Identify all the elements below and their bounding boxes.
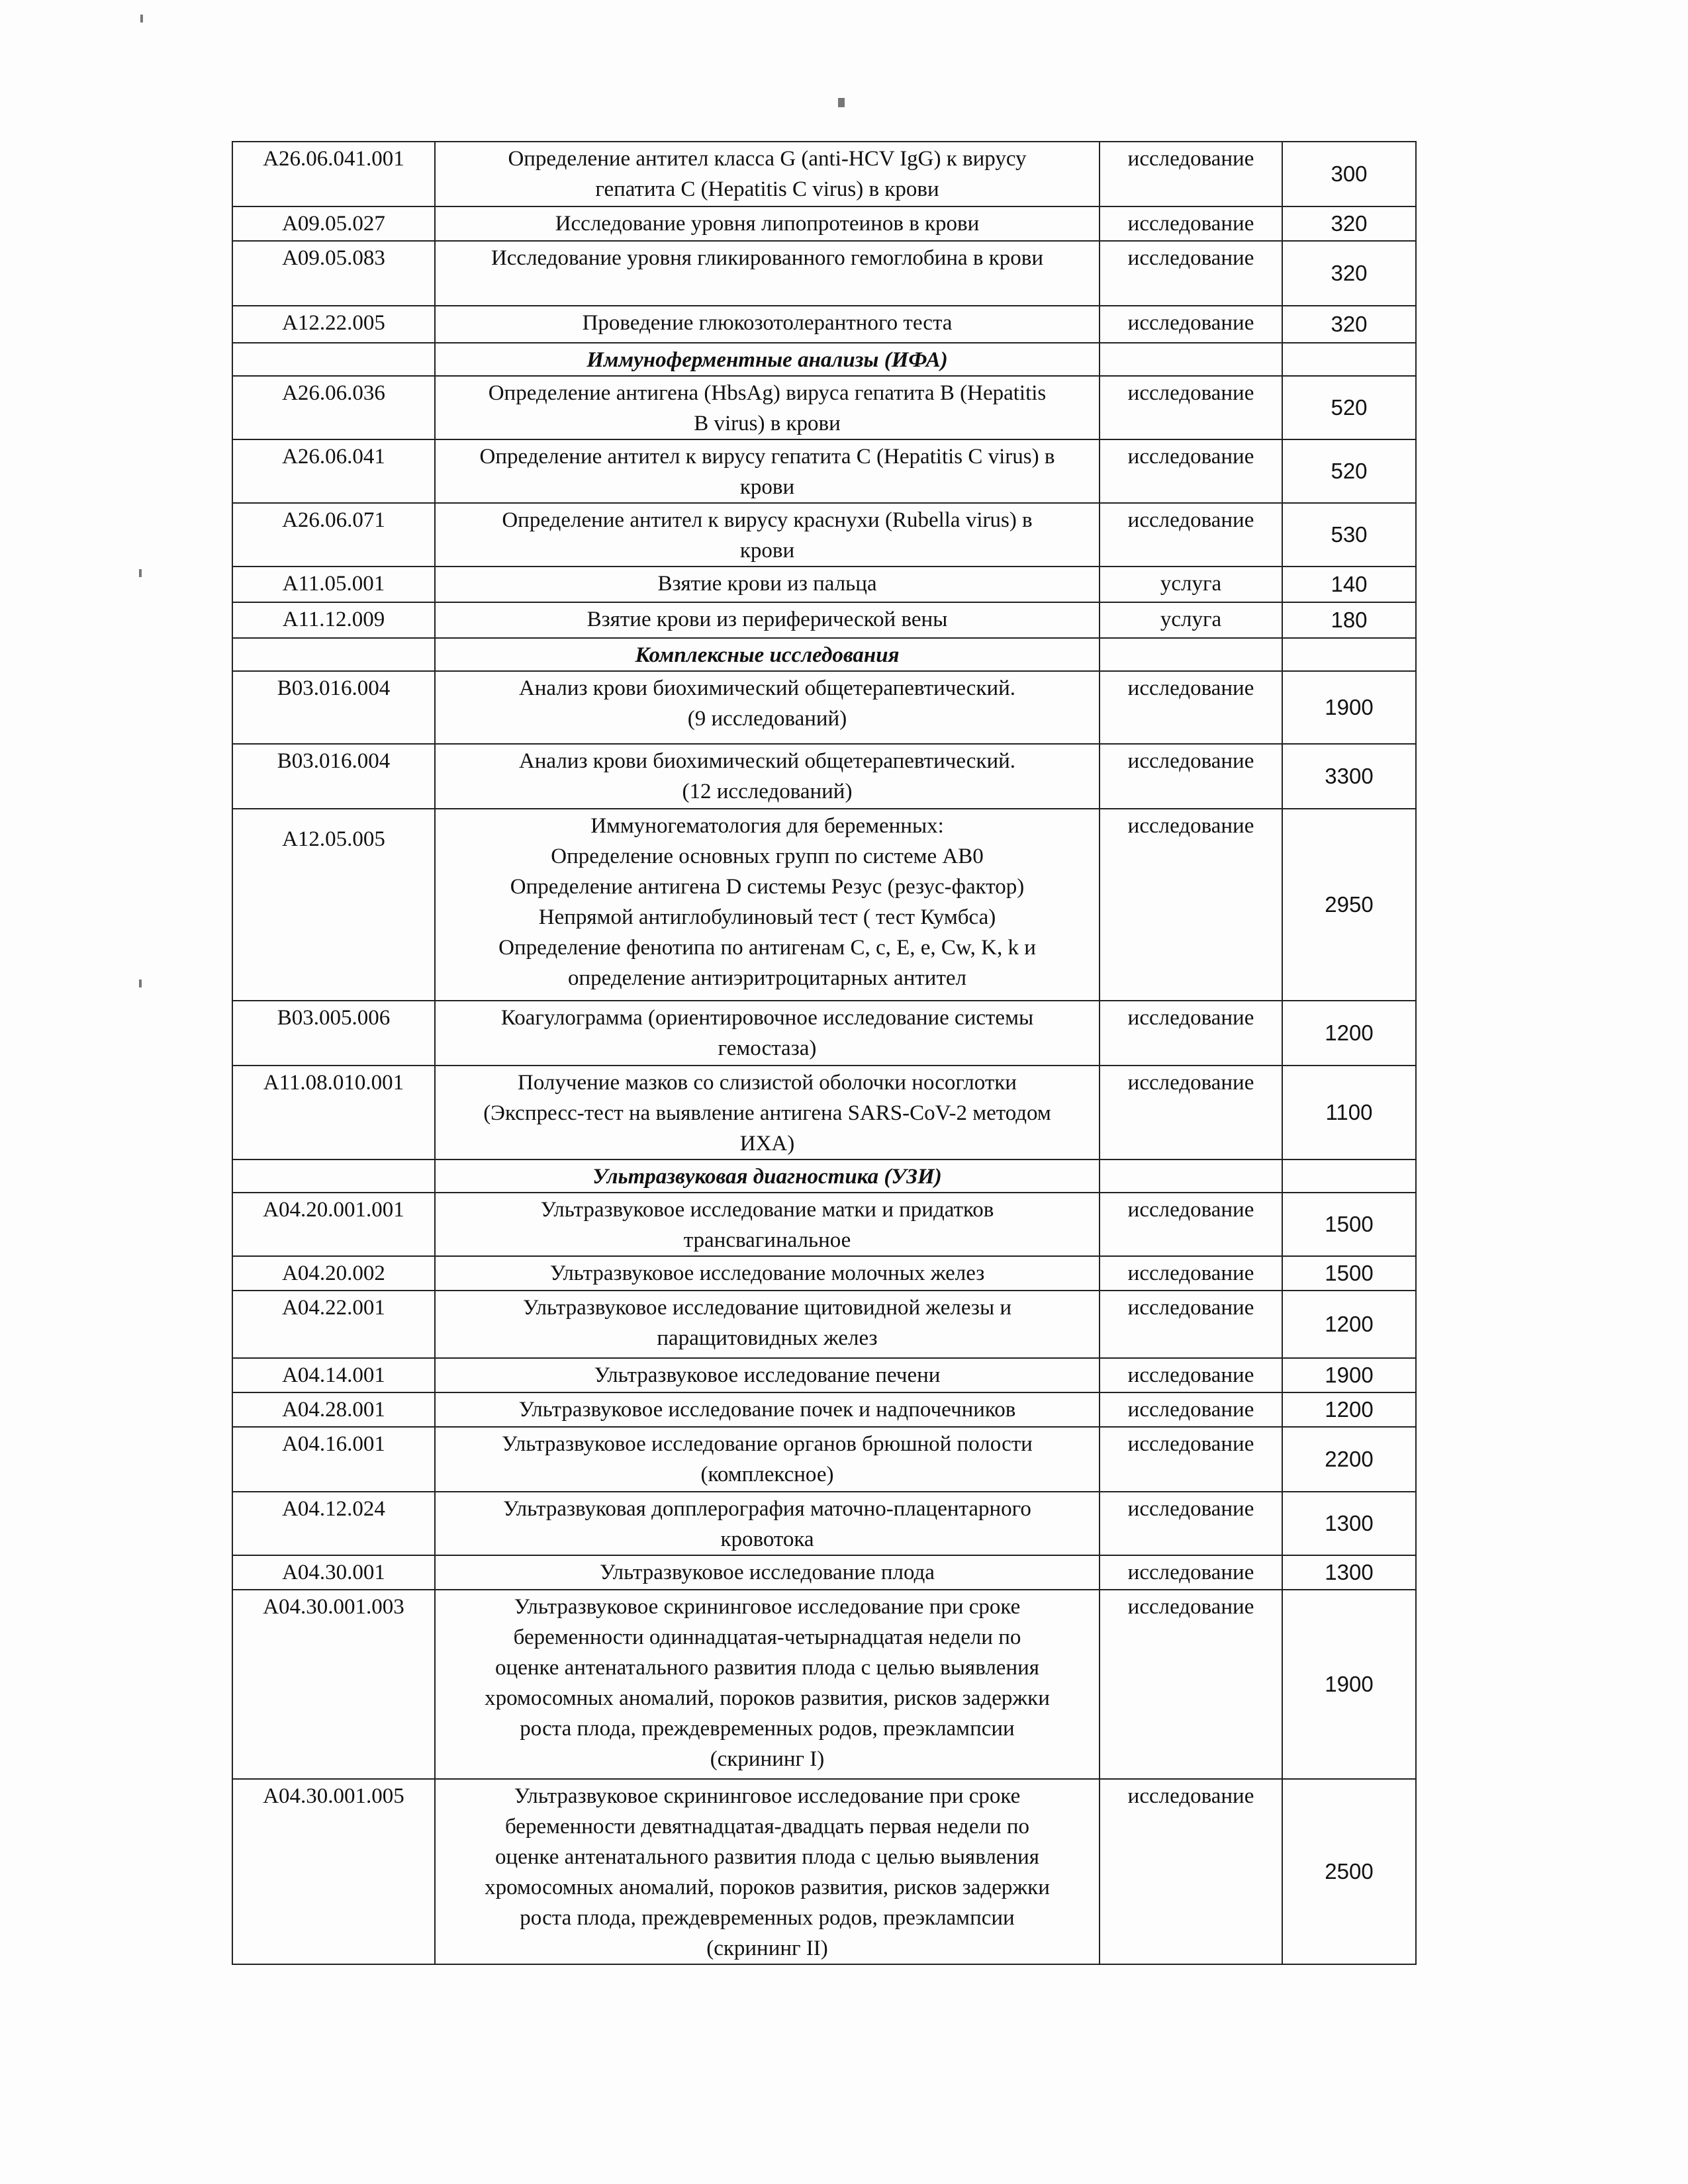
- service-name: Ультразвуковое исследование молочных желез: [549, 1261, 985, 1285]
- section-empty-cell: [1100, 1160, 1282, 1193]
- service-name: Ультразвуковое скрининговое исследование при сроке беременности одиннадцатая-четырнадцатая недели по оценке антенатального развития плода с целью выявления хромосомных аномалий, пороков развития, рисков задержки роста плода, преждевременных родов, преэклампсии (скрининг I): [485, 1595, 1050, 1771]
- service-code: A04.20.001.001: [263, 1198, 404, 1222]
- service-code-cell: [232, 1392, 435, 1427]
- price: 1300: [1282, 1555, 1416, 1590]
- service-name: Определение антигена (HbsAg) вируса гепатита B (Hepatitis B virus) в крови: [488, 381, 1047, 435]
- unit: услуга: [1100, 567, 1282, 602]
- service-code: B03.016.004: [277, 676, 391, 700]
- service-name: Получение мазков со слизистой оболочки носоглотки (Экспресс-тест на выявление антигена SARS-CoV-2 методом ИХА): [483, 1071, 1051, 1156]
- table-row: [232, 671, 1416, 744]
- service-name-cell: [435, 602, 1100, 638]
- service-name-cell: [435, 1256, 1100, 1291]
- unit: исследование: [1100, 671, 1282, 744]
- service-code-cell: [232, 1427, 435, 1492]
- section-empty-cell: [1282, 1160, 1416, 1193]
- unit: исследование: [1100, 1256, 1282, 1291]
- section-empty-cell: [232, 343, 435, 376]
- service-code-cell: [232, 671, 435, 744]
- service-code-cell: [232, 744, 435, 809]
- service-name-cell: [435, 1193, 1100, 1256]
- section-title: Комплексные исследования: [435, 638, 1100, 671]
- table-row: [232, 809, 1416, 1001]
- service-name: Взятие крови из периферической вены: [586, 608, 948, 631]
- service-code: A04.28.001: [282, 1398, 385, 1422]
- unit: исследование: [1100, 306, 1282, 343]
- service-code: A04.30.001.003: [263, 1595, 404, 1619]
- service-name-cell: [435, 1358, 1100, 1392]
- service-name: Коагулограмма (ориентировочное исследование системы гемостаза): [500, 1006, 1034, 1060]
- price: 1900: [1282, 1358, 1416, 1392]
- service-name: Взятие крови из пальца: [657, 572, 877, 596]
- service-name-cell: [435, 809, 1100, 1001]
- table-row: [232, 1001, 1416, 1066]
- section-header-row: [232, 1160, 1416, 1193]
- unit: исследование: [1100, 1427, 1282, 1492]
- unit: исследование: [1100, 1492, 1282, 1555]
- service-name-cell: [435, 1001, 1100, 1066]
- service-name: Ультразвуковое исследование печени: [594, 1363, 941, 1387]
- unit: исследование: [1100, 503, 1282, 567]
- service-code-cell: [232, 1001, 435, 1066]
- table-row: [232, 1492, 1416, 1555]
- unit: исследование: [1100, 1291, 1282, 1358]
- service-code: B03.005.006: [277, 1006, 391, 1030]
- price: 2200: [1282, 1427, 1416, 1492]
- service-name-cell: [435, 1779, 1100, 1964]
- unit: исследование: [1100, 1358, 1282, 1392]
- unit: исследование: [1100, 1590, 1282, 1779]
- service-code: A11.12.009: [282, 608, 385, 631]
- scan-mark: [139, 979, 142, 987]
- service-code-cell: [232, 1066, 435, 1160]
- table-row: [232, 1555, 1416, 1590]
- table-row: [232, 1392, 1416, 1427]
- service-code-cell: [232, 1779, 435, 1964]
- price: 520: [1282, 439, 1416, 503]
- service-code-cell: [232, 142, 435, 206]
- service-code: A12.05.005: [282, 827, 385, 851]
- service-code-cell: [232, 439, 435, 503]
- table-row: [232, 1193, 1416, 1256]
- service-code-cell: [232, 1358, 435, 1392]
- unit: исследование: [1100, 744, 1282, 809]
- service-name-cell: [435, 671, 1100, 744]
- service-code: B03.016.004: [277, 749, 391, 773]
- price: 3300: [1282, 744, 1416, 809]
- service-name: Анализ крови биохимический общетерапевтический. (9 исследований): [518, 676, 1016, 731]
- service-name: Ультразвуковое исследование плода: [600, 1561, 935, 1584]
- service-code-cell: [232, 1193, 435, 1256]
- service-name: Ультразвуковое скрининговое исследование при сроке беременности девятнадцатая-двадцать первая недели по оценке антенатального развития плода с целью выявления хромосомных аномалий, пороков развития, рисков задержки роста плода, преждевременных родов, преэклампсии (скрининг II): [485, 1784, 1050, 1960]
- service-name-cell: [435, 306, 1100, 343]
- price: 1500: [1282, 1256, 1416, 1291]
- unit: исследование: [1100, 1555, 1282, 1590]
- service-code: A12.22.005: [282, 311, 385, 335]
- service-name: Иммуногематология для беременных: Определение основных групп по системе AB0 Определение антигена D системы Резус (резус-фактор) Непрямой антиглобулиновый тест ( тест Кумбса) Определение фенотипа по антигенам C, c, E, e, Cw, K, k и определение антиэритроцитарных антител: [498, 814, 1036, 990]
- service-code-cell: [232, 306, 435, 343]
- table-row: [232, 241, 1416, 306]
- price: 320: [1282, 206, 1416, 241]
- service-code: A09.05.083: [282, 246, 385, 270]
- table-row: [232, 142, 1416, 206]
- section-empty-cell: [1100, 638, 1282, 671]
- price: 1200: [1282, 1392, 1416, 1427]
- service-name: Определение антител к вирусу краснухи (Rubella virus) в крови: [502, 508, 1033, 563]
- table-row: [232, 602, 1416, 638]
- price: 320: [1282, 241, 1416, 306]
- price: 1200: [1282, 1001, 1416, 1066]
- service-name: Определение антител к вирусу гепатита C (Hepatitis C virus) в крови: [479, 445, 1055, 499]
- price: 520: [1282, 376, 1416, 439]
- service-code: A04.22.001: [282, 1296, 385, 1320]
- service-code-cell: [232, 1590, 435, 1779]
- price: 1100: [1282, 1066, 1416, 1160]
- price: 1200: [1282, 1291, 1416, 1358]
- service-code: A09.05.027: [282, 212, 385, 236]
- service-code: A04.14.001: [282, 1363, 385, 1387]
- unit: исследование: [1100, 1779, 1282, 1964]
- scan-mark: [838, 98, 845, 107]
- table-row: [232, 1590, 1416, 1779]
- service-code-cell: [232, 1555, 435, 1590]
- service-name: Ультразвуковое исследование щитовидной железы и паращитовидных желез: [522, 1296, 1012, 1350]
- service-code: A26.06.036: [282, 381, 385, 405]
- service-name-cell: [435, 1555, 1100, 1590]
- unit: исследование: [1100, 241, 1282, 306]
- price: 530: [1282, 503, 1416, 567]
- price: 320: [1282, 306, 1416, 343]
- price: 180: [1282, 602, 1416, 638]
- unit: исследование: [1100, 1066, 1282, 1160]
- section-empty-cell: [1282, 638, 1416, 671]
- service-code-cell: [232, 206, 435, 241]
- service-name-cell: [435, 503, 1100, 567]
- unit: исследование: [1100, 376, 1282, 439]
- service-code-cell: [232, 503, 435, 567]
- service-name: Ультразвуковое исследование органов брюшной полости (комплексное): [502, 1432, 1033, 1486]
- scan-mark: [139, 569, 142, 577]
- service-name-cell: [435, 1066, 1100, 1160]
- table-row: [232, 503, 1416, 567]
- service-name-cell: [435, 376, 1100, 439]
- table-row: [232, 1256, 1416, 1291]
- price: 2500: [1282, 1779, 1416, 1964]
- service-code: A26.06.041.001: [263, 147, 404, 171]
- service-name-cell: [435, 1492, 1100, 1555]
- service-code-cell: [232, 1256, 435, 1291]
- service-name-cell: [435, 1291, 1100, 1358]
- service-code-cell: [232, 376, 435, 439]
- table-row: [232, 744, 1416, 809]
- section-title: Ультразвуковая диагностика (УЗИ): [435, 1160, 1100, 1193]
- service-name: Анализ крови биохимический общетерапевтический. (12 исследований): [518, 749, 1016, 803]
- table-row: [232, 206, 1416, 241]
- service-code-cell: [232, 809, 435, 1001]
- section-empty-cell: [1282, 343, 1416, 376]
- table-row: [232, 1427, 1416, 1492]
- unit: исследование: [1100, 439, 1282, 503]
- price: 1300: [1282, 1492, 1416, 1555]
- service-code: A04.16.001: [282, 1432, 385, 1456]
- service-name-cell: [435, 142, 1100, 206]
- unit: исследование: [1100, 206, 1282, 241]
- price: 2950: [1282, 809, 1416, 1001]
- price: 1900: [1282, 1590, 1416, 1779]
- service-name: Ультразвуковое исследование почек и надпочечников: [518, 1398, 1016, 1422]
- service-name-cell: [435, 206, 1100, 241]
- section-header-row: [232, 343, 1416, 376]
- section-title: Иммуноферментные анализы (ИФА): [435, 343, 1100, 376]
- service-name: Исследование уровня липопротеинов в крови: [555, 212, 980, 236]
- table-row: [232, 1066, 1416, 1160]
- service-code: A11.05.001: [282, 572, 385, 596]
- table-row: [232, 1779, 1416, 1964]
- service-name: Исследование уровня гликированного гемоглобина в крови: [491, 246, 1044, 270]
- service-code: A26.06.071: [282, 508, 385, 532]
- service-name-cell: [435, 744, 1100, 809]
- section-empty-cell: [1100, 343, 1282, 376]
- service-code: A04.30.001.005: [263, 1784, 404, 1808]
- price-list-body: [232, 142, 1416, 1964]
- table-row: [232, 1358, 1416, 1392]
- service-name-cell: [435, 439, 1100, 503]
- service-name-cell: [435, 241, 1100, 306]
- price: 1500: [1282, 1193, 1416, 1256]
- service-name-cell: [435, 1427, 1100, 1492]
- service-code: A04.20.002: [282, 1261, 385, 1285]
- service-code: A26.06.041: [282, 445, 385, 469]
- service-name: Проведение глюкозотолерантного теста: [582, 311, 953, 335]
- section-empty-cell: [232, 1160, 435, 1193]
- service-name: Ультразвуковая допплерография маточно-плацентарного кровотока: [503, 1497, 1031, 1551]
- unit: исследование: [1100, 142, 1282, 206]
- price-list-table: [232, 141, 1417, 1965]
- price: 140: [1282, 567, 1416, 602]
- table-row: [232, 306, 1416, 343]
- service-code: A11.08.010.001: [263, 1071, 404, 1095]
- unit: услуга: [1100, 602, 1282, 638]
- service-code-cell: [232, 1291, 435, 1358]
- table-row: [232, 439, 1416, 503]
- unit: исследование: [1100, 809, 1282, 1001]
- unit: исследование: [1100, 1392, 1282, 1427]
- service-code-cell: [232, 567, 435, 602]
- table-row: [232, 1291, 1416, 1358]
- scan-mark: [140, 15, 143, 23]
- service-code: A04.30.001: [282, 1561, 385, 1584]
- price: 1900: [1282, 671, 1416, 744]
- unit: исследование: [1100, 1193, 1282, 1256]
- service-code-cell: [232, 602, 435, 638]
- section-header-row: [232, 638, 1416, 671]
- service-name-cell: [435, 1392, 1100, 1427]
- service-name: Ультразвуковое исследование матки и придатков трансвагинальное: [540, 1198, 994, 1252]
- service-code-cell: [232, 241, 435, 306]
- service-name-cell: [435, 567, 1100, 602]
- service-code: A04.12.024: [282, 1497, 385, 1521]
- service-code-cell: [232, 1492, 435, 1555]
- price: 300: [1282, 142, 1416, 206]
- unit: исследование: [1100, 1001, 1282, 1066]
- service-name-cell: [435, 1590, 1100, 1779]
- service-name: Определение антител класса G (anti-HCV IgG) к вирусу гепатита C (Hepatitis C virus) в крови: [508, 147, 1027, 201]
- table-row: [232, 567, 1416, 602]
- section-empty-cell: [232, 638, 435, 671]
- table-row: [232, 376, 1416, 439]
